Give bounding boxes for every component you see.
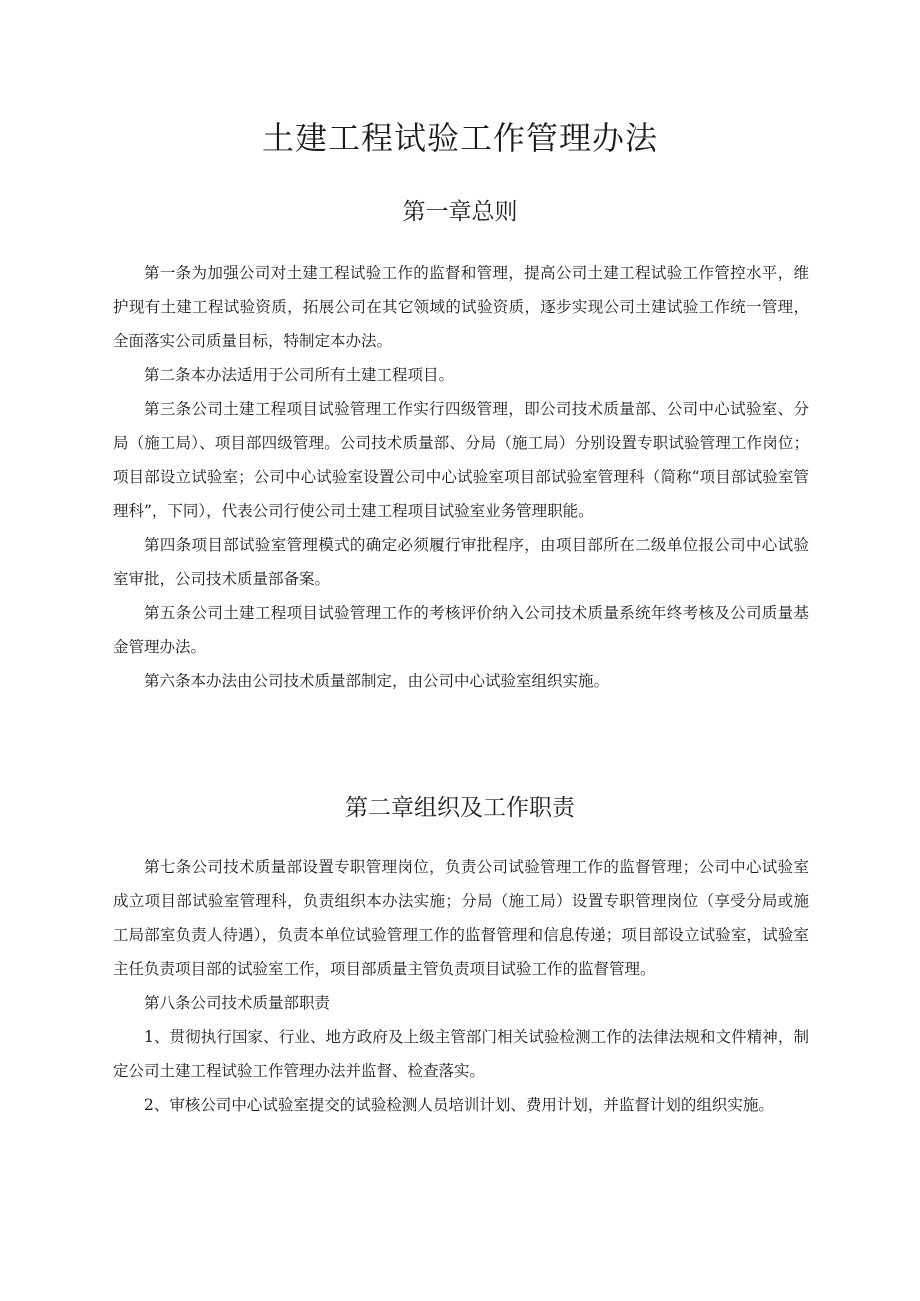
article-2-paragraph: 第二条本办法适用于公司所有土建工程项目。 [144, 366, 455, 384]
list-item-2: 2、审核公司中心试验室提交的试验检测人员培训计划、费用计划，并监督计划的组织实施。 [144, 1096, 774, 1114]
chapter-1-heading: 第一章总则 [402, 199, 518, 225]
document-title: 土建工程试验工作管理办法 [261, 119, 658, 157]
article-3-paragraph: 第三条公司土建工程项目试验管理工作实行四级管理，即公司技术质量部、公司中心试验室、分局（施工局）、项目部四级管理。公司技术质量部、分局（施工局）分别设置专职试验管理工作岗位；项目部设立试验室；公司中心试验室设置公司中心试验室项目部试验室管理科（简称“项目部试验室管理科”，下同），代表公司行使公司土建工程项目试验室业务管理职能。 [113, 400, 809, 520]
article-6-paragraph: 第六条本办法由公司技术质量部制定，由公司中心试验室组织实施。 [144, 672, 610, 690]
chapter-2-heading: 第二章组织及工作职责 [345, 795, 575, 821]
article-1-paragraph: 第一条为加强公司对土建工程试验工作的监督和管理，提高公司土建工程试验工作管控水平，维护现有土建工程试验资质，拓展公司在其它领域的试验资质，逐步实现公司土建试验工作统一管理，全面落实公司质量目标，特制定本办法。 [113, 264, 809, 350]
chapter-2-body [113, 850, 809, 1122]
article-5-paragraph: 第五条公司土建工程项目试验管理工作的考核评价纳入公司技术质量系统年终考核及公司质量基金管理办法。 [113, 604, 809, 656]
list-item-1: 1、贯彻执行国家、行业、地方政府及上级主管部门相关试验检测工作的法律法规和文件精神，制定公司土建工程试验工作管理办法并监督、检查落实。 [113, 1028, 809, 1080]
chapter-1-body [113, 256, 809, 698]
article-4-paragraph: 第四条项目部试验室管理模式的确定必须履行审批程序，由项目部所在二级单位报公司中心试验室审批，公司技术质量部备案。 [113, 536, 809, 588]
article-8-heading: 第八条公司技术质量部职责 [144, 994, 331, 1012]
article-7-paragraph: 第七条公司技术质量部设置专职管理岗位，负责公司试验管理工作的监督管理；公司中心试验室成立项目部试验室管理科，负责组织本办法实施；分局（施工局）设置专职管理岗位（享受分局或施工局部室负责人待遇），负责本单位试验管理工作的监督管理和信息传递；项目部设立试验室，试验室主任负责项目部的试验室工作，项目部质量主管负责项目试验工作的监督管理。 [113, 858, 809, 978]
